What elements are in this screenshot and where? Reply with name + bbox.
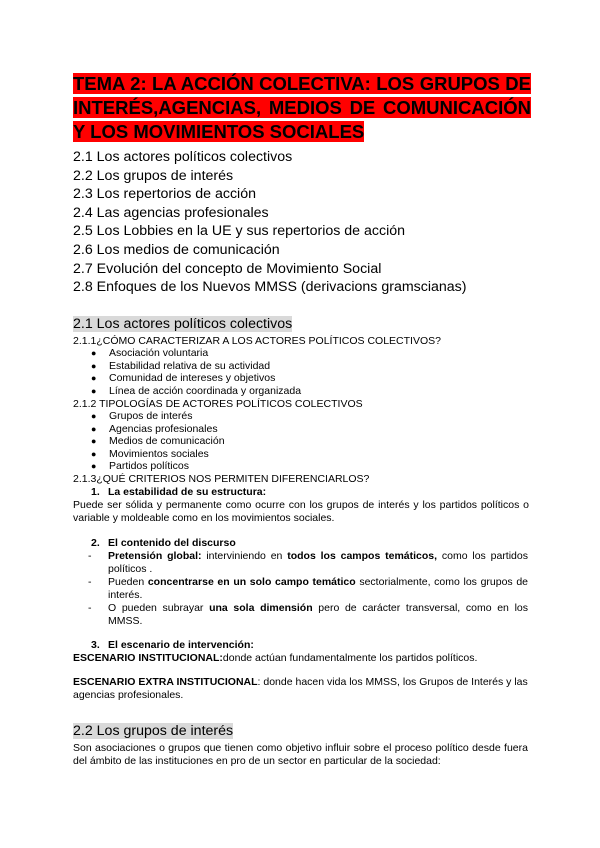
bullet-icon: ● <box>91 348 97 358</box>
list-item: - O pueden subrayar una sola dimensión pero de carácter transversal, como en los MMSS. <box>88 602 528 627</box>
list-item: ● Comunidad de intereses y objetivos <box>91 372 276 385</box>
bullet-list-characteristics <box>91 347 531 397</box>
toc-item: 2.6 Los medios de comunicación <box>73 241 280 258</box>
section-heading-2-2: 2.2 Los grupos de interés <box>73 723 234 739</box>
bullet-list-typologies <box>91 410 531 473</box>
list-item: ● Grupos de interés <box>91 410 193 422</box>
bullet-icon: ● <box>91 385 97 396</box>
list-item: ● Línea de acción coordinada y organizada <box>91 384 302 397</box>
list-item: ● Estabilidad relativa de su actividad <box>91 359 271 372</box>
list-item: ● Asociación voluntaria <box>91 347 209 359</box>
bullet-icon: ● <box>91 436 97 447</box>
toc-item: 2.3 Los repertorios de acción <box>73 186 256 203</box>
bullet-icon: ● <box>91 461 97 472</box>
toc-item: 2.1 Los actores políticos colectivos <box>73 149 293 165</box>
criterion-2-list <box>88 550 528 628</box>
criterion-3-title: 3. El escenario de intervención: <box>91 639 254 651</box>
title-line-1: TEMA 2: LA ACCIÓN COLECTIVA: LOS GRUPOS DE <box>73 73 531 94</box>
list-item: - Pueden concentrarse en un solo campo temático sectorialmente, como los grupos de interés. <box>88 576 528 601</box>
list-item: ● Agencias profesionales <box>91 422 218 435</box>
list-item: - Pretensión global: interviniendo en todos los campos temáticos, como los partidos políticos . <box>88 550 528 575</box>
list-item: ● Movimientos sociales <box>91 447 209 460</box>
dash-marker: - <box>88 602 92 614</box>
subsection-heading-2-1-3: 2.1.3¿QUÉ CRITERIOS NOS PERMITEN DIFERENCIARLOS? <box>73 473 370 485</box>
section-heading-2-1: 2.1 Los actores políticos colectivos <box>73 316 293 332</box>
criterion-1 <box>73 486 529 525</box>
dash-marker: - <box>88 576 92 588</box>
toc-item: 2.7 Evolución del concepto de Movimiento Social <box>73 260 382 277</box>
bullet-icon: ● <box>91 423 97 434</box>
document-title <box>73 72 531 144</box>
subsection-heading-2-1-2: 2.1.2 TIPOLOGÍAS DE ACTORES POLÍTICOS COLECTIVOS <box>73 398 363 410</box>
toc-item: 2.4 Las agencias profesionales <box>73 204 269 221</box>
subsection-heading-2-1-1: 2.1.1¿CÓMO CARACTERIZAR A LOS ACTORES POLÍTICOS COLECTIVOS? <box>73 335 441 347</box>
bullet-icon: ● <box>91 373 97 384</box>
bullet-icon: ● <box>91 448 97 459</box>
title-line-3: Y LOS MOVIMIENTOS SOCIALES <box>73 121 365 142</box>
scenario-extra-institutional: ESCENARIO EXTRA INSTITUCIONAL: donde hacen vida los MMSS, los Grupos de Interés y las agencias profesionales. <box>73 676 528 701</box>
toc-item: 2.8 Enfoques de los Nuevos MMSS (derivacions gramscianas) <box>73 279 467 296</box>
bullet-icon: ● <box>91 360 97 371</box>
toc-item: 2.5 Los Lobbies en la UE y sus repertorios de acción <box>73 223 406 240</box>
section-2-2-paragraph: Son asociaciones o grupos que tienen como objetivo influir sobre el proceso político desde fuera del ámbito de las instituciones en pro de un sector en particular de la sociedad: <box>73 742 528 767</box>
list-item: ● Partidos políticos <box>91 460 189 473</box>
scenario-institutional: ESCENARIO INSTITUCIONAL:donde actúan fundamentalmente los partidos políticos. <box>73 652 478 664</box>
table-of-contents <box>73 148 543 297</box>
title-line-2: INTERÉS,AGENCIAS, MEDIOS DE COMUNICACIÓN <box>73 97 531 118</box>
toc-item: 2.2 Los grupos de interés <box>73 167 234 184</box>
criterion-title: 1. La estabilidad de su estructura: <box>91 486 267 498</box>
criterion-2-title: 2. El contenido del discurso <box>91 537 236 549</box>
bullet-icon: ● <box>91 411 97 421</box>
dash-marker: - <box>88 550 92 562</box>
list-item: ● Medios de comunicación <box>91 435 225 448</box>
criterion-text: Puede ser sólida y permanente como ocurre con los grupos de interés y los partidos políticos o variable y moldeable como en los movimientos sociales. <box>73 499 529 524</box>
